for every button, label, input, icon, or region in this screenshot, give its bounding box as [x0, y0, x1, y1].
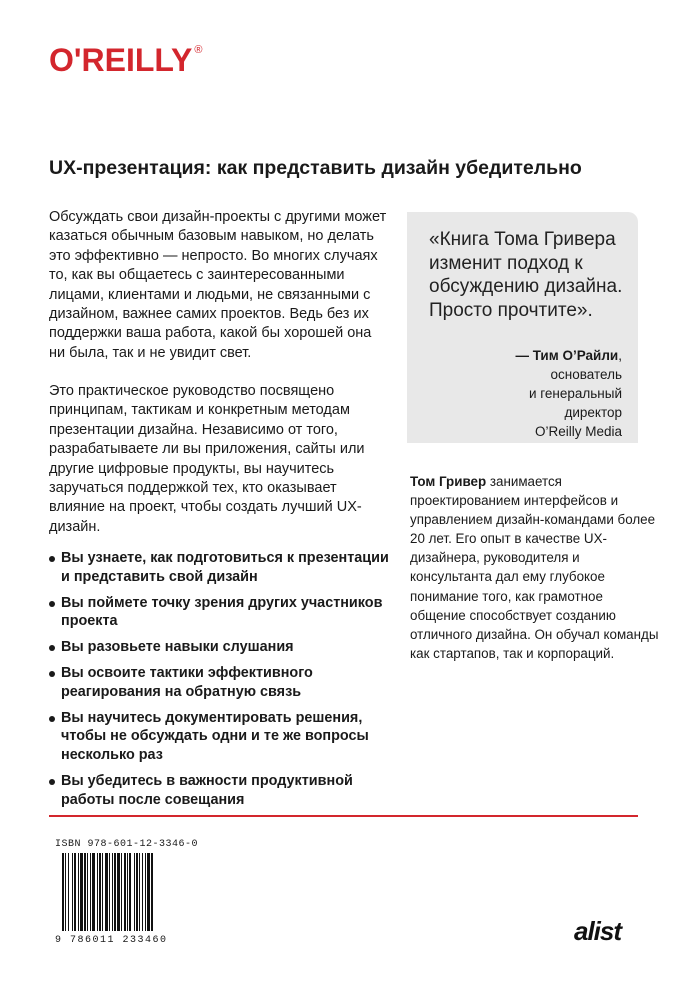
oreilly-logo-text: O'REILLY: [49, 42, 193, 78]
quote-role-line: O’Reilly Media: [534, 424, 622, 439]
author-name: Том Гривер: [410, 474, 487, 489]
bullet-icon: [49, 779, 55, 785]
book-title: UX-презентация: как представить дизайн убедительно: [49, 157, 582, 179]
quote-role-line: основатель: [550, 367, 622, 382]
quote-attribution: — Тим О’Райли, основатель и генеральный директор O’Reilly Media: [515, 348, 622, 439]
list-item: Вы убедитесь в важности продуктивной работы после совещания: [49, 772, 389, 810]
description-text: Обсуждать свои дизайн-проекты с другими может казаться обычным базовым навыком, но делать это эффективно — непросто. Во многих случаях то, как вы общаетесь с заинтересованными лицами, клиентами и людьми, не связанными с дизайном, важнее самих проектов. Ведь без их поддержки ваша работа, какой бы хорошей она ни была, так и не увидит свет.: [49, 209, 387, 361]
quote-role-line: и генеральный: [528, 386, 622, 401]
list-item: Вы научитесь документировать решения, чтобы не обсуждать одни и те же вопросы несколько раз: [49, 709, 389, 765]
oreilly-logo: [49, 42, 202, 79]
author-bio: [410, 472, 660, 663]
bullet-icon: [49, 556, 55, 562]
description-text: Это практическое руководство посвящено принципам, тактикам и конкретным методам презентации дизайна. Независимо от того, разрабатываете ли вы приложения, сайты или другие цифровые продукты, вы научитесь заручаться поддержкой тех, кто оказывает влияние на проект, чтобы создать лучший UX-дизайн.: [49, 383, 365, 535]
registered-mark: ®: [194, 44, 203, 57]
bullet-icon: [49, 716, 55, 722]
list-item: Вы узнаете, как подготовиться к презентации и представить свой дизайн: [49, 549, 389, 587]
description-paragraph-1: [49, 208, 389, 363]
list-item: Вы освоите тактики эффективного реагирования на обратную связь: [49, 664, 389, 702]
barcode-icon: [62, 853, 182, 931]
quote-author: — Тим О’Райли: [515, 348, 619, 363]
description-paragraph-2: [49, 382, 389, 537]
feature-list: [49, 549, 389, 817]
list-item: Вы разовьете навыки слушания: [49, 638, 389, 657]
divider: [49, 815, 638, 817]
bullet-icon: [49, 601, 55, 607]
quote-text: «Книга Тома Гривера изменит подход к обсуждению дизайна. Просто прочтите».: [429, 229, 623, 321]
bullet-icon: [49, 671, 55, 677]
quote-box: [407, 212, 638, 443]
barcode-digits: 9 786011 233460: [55, 935, 168, 946]
author-bio-text: занимается проектированием интерфейсов и управлением дизайн-командами более 20 лет. Его опыт в качестве UX-дизайнера, руководителя и консультанта дал ему глубокое понимание того, как грамотное общение способствует созданию отличного дизайна. Он обучал команды как стартапов, так и корпораций.: [410, 474, 659, 661]
alist-logo-icon: [572, 910, 636, 950]
bullet-icon: [49, 645, 55, 651]
isbn-text: ISBN 978-601-12-3346-0: [55, 839, 199, 850]
list-item: Вы поймете точку зрения других участников проекта: [49, 594, 389, 632]
quote-role-line: директор: [564, 405, 622, 420]
svg-text:alist: alist: [574, 916, 622, 946]
